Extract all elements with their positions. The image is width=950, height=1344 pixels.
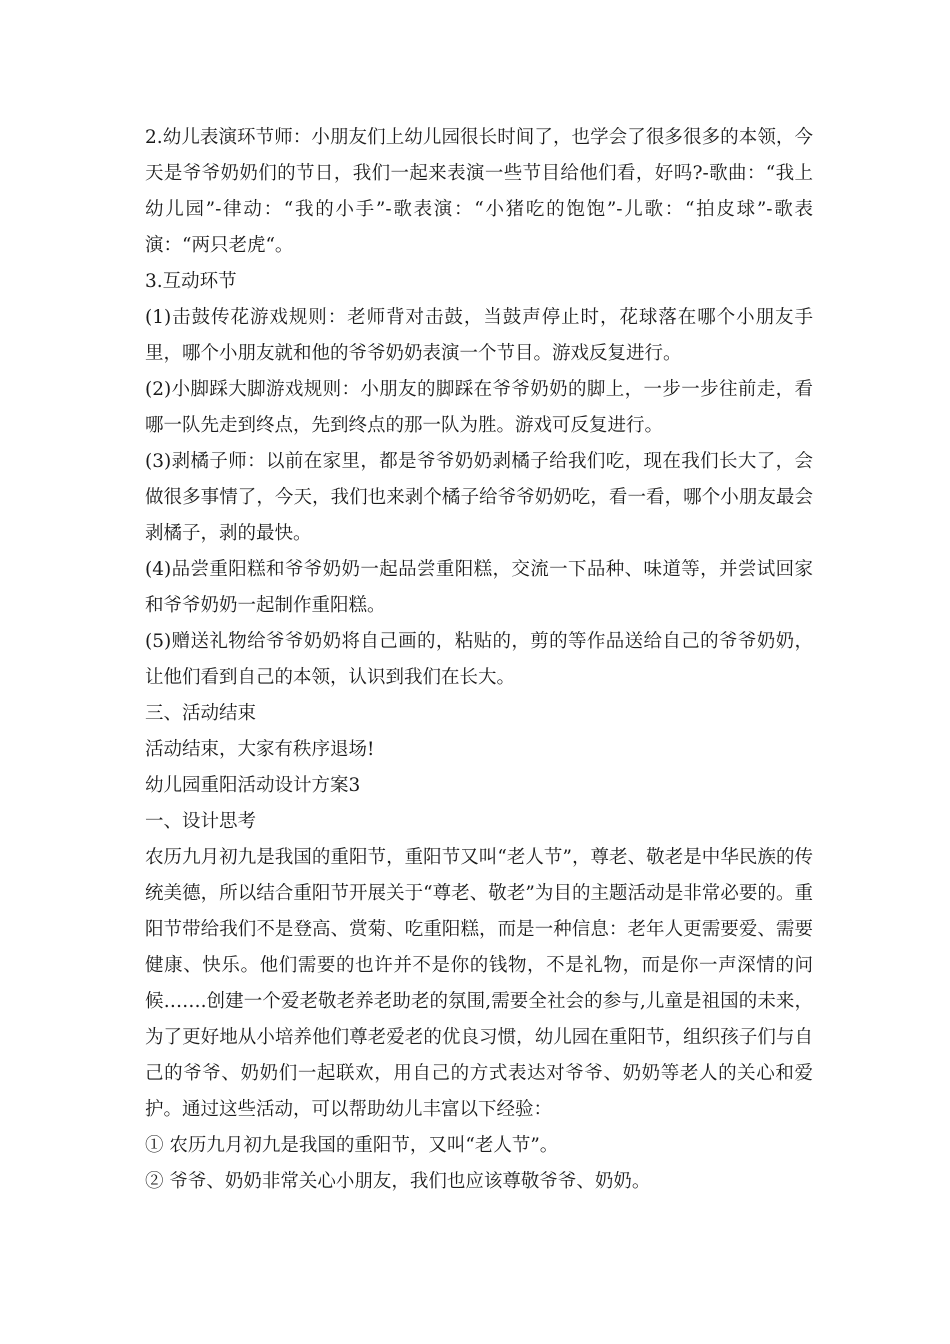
heading-plan-3: 幼儿园重阳活动设计方案3 <box>145 775 361 796</box>
paragraph-performance-segment: 2.幼儿表演环节师：小朋友们上幼儿园很长时间了，也学会了很多很多的本领，今天是爷爷奶奶们的节日，我们一起来表演一些节目给他们看，好吗?-歌曲：“我上幼儿园”-律动：“我的小手”-歌表演：“小猪吃的饱饱”-儿歌：“拍皮球”-歌表演：“两只老虎“。 <box>145 127 813 256</box>
paragraph-design-thinking: 农历九月初九是我国的重阳节，重阳节又叫“老人节”，尊老、敬老是中华民族的传统美德，所以结合重阳节开展关于“尊老、敬老”为目的主题活动是非常必要的。重阳节带给我们不是登高、赏菊、吃重阳糕，而是一种信息：老年人更需要爱、需要健康、快乐。他们需要的也许并不是你的钱物，不是礼物，而是你一声深情的问候…….创建一个爱老敬老养老助老的氛围,需要全社会的参与,儿童是祖国的未来，为了更好地从小培养他们尊老爱老的优良习惯，幼儿园在重阳节，组织孩子们与自己的爷爷、奶奶们一起联欢，用自己的方式表达对爷爷、奶奶等老人的关心和爱护。通过这些活动，可以帮助幼儿丰富以下经验： <box>145 847 813 1120</box>
list-item-experience-1: ① 农历九月初九是我国的重阳节，又叫“老人节”。 <box>145 1135 559 1156</box>
paragraph-activity-end: 活动结束，大家有秩序退场! <box>145 739 375 760</box>
heading-interaction-segment: 3.互动环节 <box>145 271 237 292</box>
paragraph-taste-cake: (4)品尝重阳糕和爷爷奶奶一起品尝重阳糕，交流一下品种、味道等，并尝试回家和爷爷奶奶一起制作重阳糕。 <box>145 559 813 616</box>
paragraph-give-gifts: (5)赠送礼物给爷爷奶奶将自己画的，粘贴的，剪的等作品送给自己的爷爷奶奶，让他们看到自己的本领，认识到我们在长大。 <box>145 631 813 688</box>
list-item-experience-2: ② 爷爷、奶奶非常关心小朋友，我们也应该尊敬爷爷、奶奶。 <box>145 1171 651 1192</box>
paragraph-drum-game: (1)击鼓传花游戏规则：老师背对击鼓，当鼓声停止时，花球落在哪个小朋友手里，哪个小朋友就和他的爷爷奶奶表演一个节目。游戏反复进行。 <box>145 307 813 364</box>
heading-design-thinking: 一、设计思考 <box>145 811 257 832</box>
heading-activity-end: 三、活动结束 <box>145 703 257 724</box>
paragraph-peel-oranges: (3)剥橘子师：以前在家里，都是爷爷奶奶剥橘子给我们吃，现在我们长大了，会做很多事情了，今天，我们也来剥个橘子给爷爷奶奶吃，看一看，哪个小朋友最会剥橘子，剥的最快。 <box>145 451 813 544</box>
paragraph-feet-game: (2)小脚踩大脚游戏规则：小朋友的脚踩在爷爷奶奶的脚上，一步一步往前走，看哪一队先走到终点，先到终点的那一队为胜。游戏可反复进行。 <box>145 379 813 436</box>
document-body <box>145 120 813 1200</box>
